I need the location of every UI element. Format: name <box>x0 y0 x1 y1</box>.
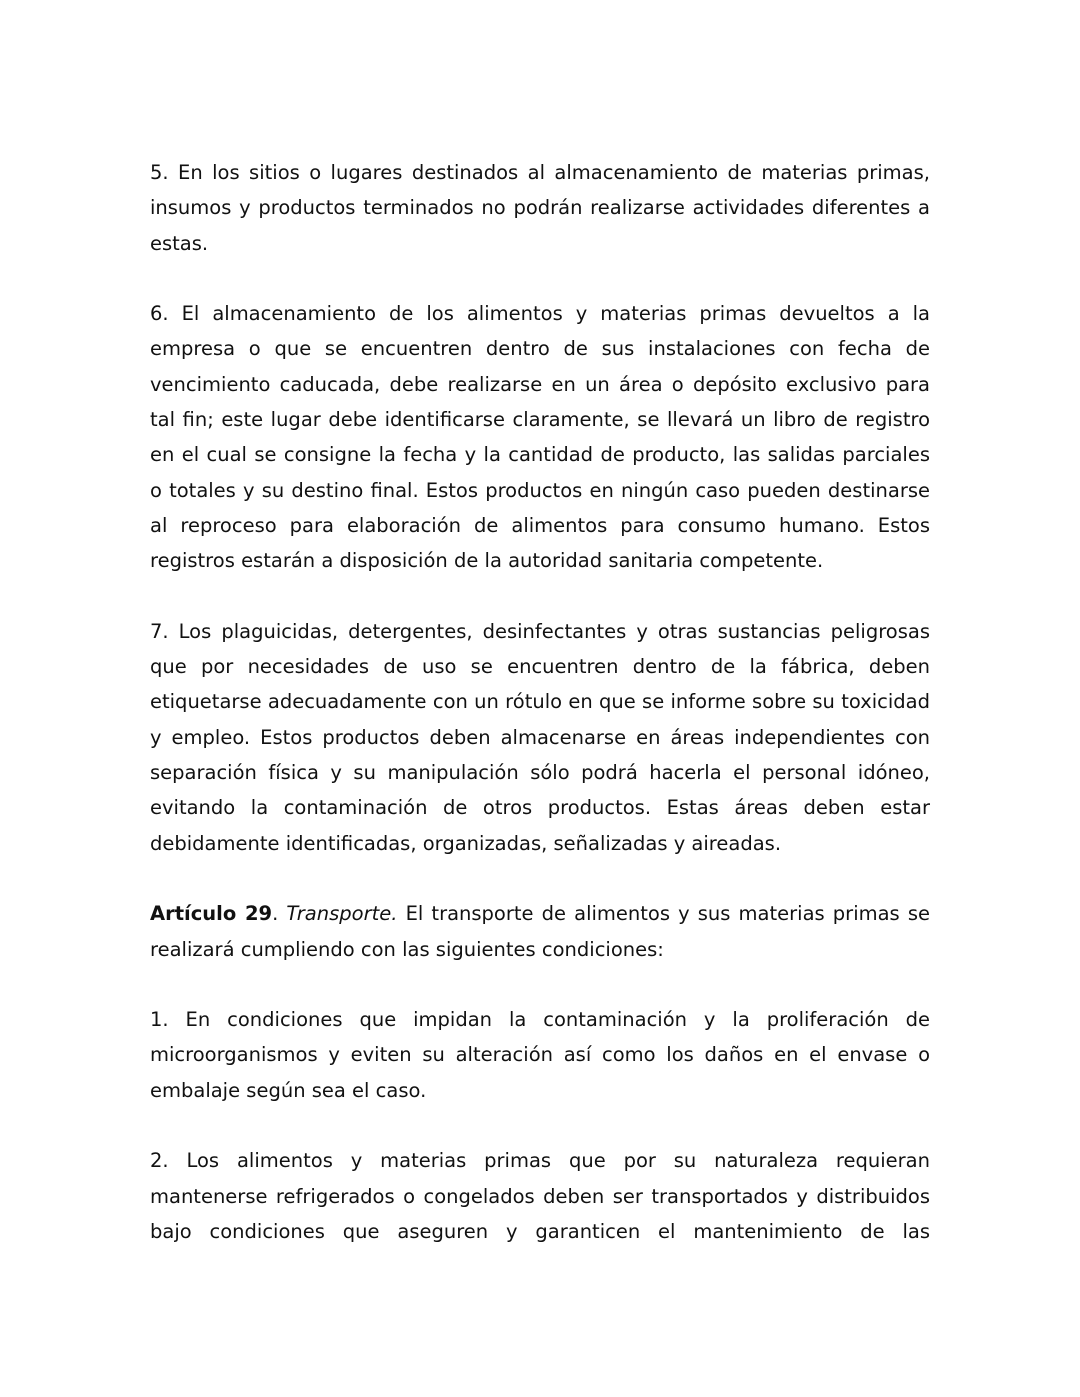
document-page <box>150 155 930 1249</box>
paragraph-item-5: 5. En los sitios o lugares destinados al almacenamiento de materias primas, insumos y productos terminados no podrán realizarse actividades diferentes a estas. <box>150 161 930 255</box>
transport-item-2: 2. Los alimentos y materias primas que por su naturaleza requieran mantenerse refrigerados o congelados deben ser transportados y distribuidos bajo condiciones que aseguren y garanticen el mantenimiento de las <box>150 1149 930 1243</box>
paragraph-item-6: 6. El almacenamiento de los alimentos y materias primas devueltos a la empresa o que se encuentren dentro de sus instalaciones con fecha de vencimiento caducada, debe realizarse en un área o depósito exclusivo para tal fin; este lugar debe identificarse claramente, se llevará un libro de registro en el cual se consigne la fecha y la cantidad de producto, las salidas parciales o totales y su destino final. Estos productos en ningún caso pueden destinarse al reproceso para elaboración de alimentos para consumo humano. Estos registros estarán a disposición de la autoridad sanitaria competente. <box>150 302 930 573</box>
paragraph-item-7: 7. Los plaguicidas, detergentes, desinfectantes y otras sustancias peligrosas que por necesidades de uso se encuentren dentro de la fábrica, deben etiquetarse adecuadamente con un rótulo en que se informe sobre su toxicidad y empleo. Estos productos deben almacenarse en áreas independientes con separación física y su manipulación sólo podrá hacerla el personal idóneo, evitando la contaminación de otros productos. Estas áreas deben estar debidamente identificadas, organizadas, señalizadas y aireadas. <box>150 619 930 855</box>
article-label: Artículo 29 <box>150 902 273 926</box>
article-title: Transporte. <box>286 902 398 926</box>
article-29-paragraph <box>150 896 930 967</box>
article-text: El transporte de alimentos y sus materias primas se realizará cumpliendo con las siguientes condiciones: <box>150 902 930 961</box>
article-separator: . <box>272 902 287 926</box>
transport-item-1: 1. En condiciones que impidan la contaminación y la proliferación de microorganismos y eviten su alteración así como los daños en el envase o embalaje según sea el caso. <box>150 1008 930 1102</box>
